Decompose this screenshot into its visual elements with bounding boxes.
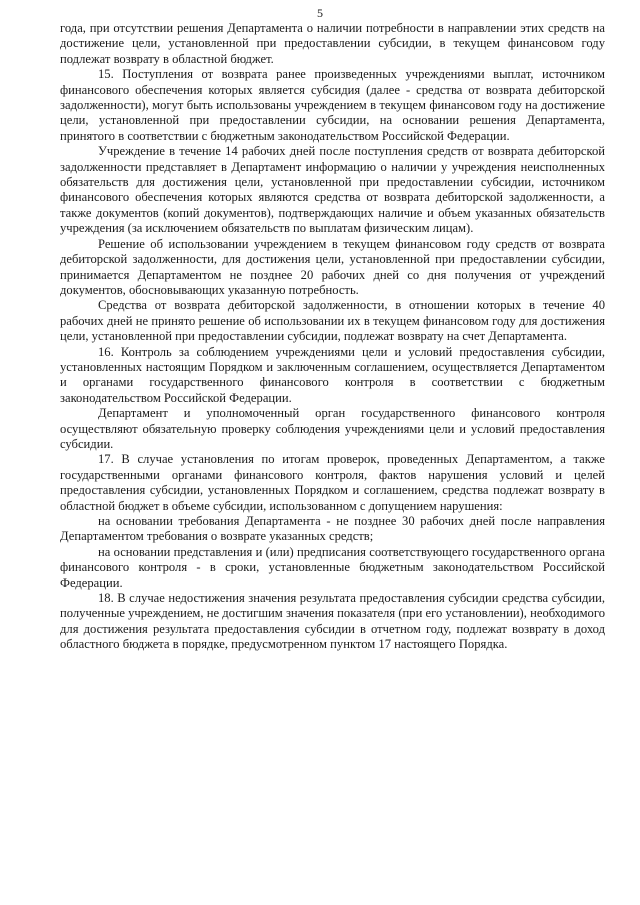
page-number: 5	[317, 6, 323, 20]
paragraph-item-15-refund: Средства от возврата дебиторской задолженности, в отношении которых в течение 40 рабочих дней не принято решение об использовании их в текущем финансовом году для достижения цели, установленной при предоставлении субсидии, подлежат возврату на счет Департамента.	[60, 298, 605, 344]
paragraph-item-18: 18. В случае недостижения значения результата предоставления субсидии средства субсидии, полученные учреждением, не достигшим значения показателя (при его установлении), необходимого для достижения результата предоставления субсидии в отчетном году, подлежат возврату в доход областного бюджета в порядке, предусмотренном пунктом 17 настоящего Порядка.	[60, 591, 605, 652]
paragraph-continuation: года, при отсутствии решения Департамента о наличии потребности в направлении этих средств на достижение цели, установленной при предоставлении субсидии, в текущем финансовом году подлежат возврату в областной бюджет.	[60, 21, 605, 66]
paragraph-item-15: 15. Поступления от возврата ранее произведенных учреждениями выплат, источником финансового обеспечения которых является субсидия (далее - средства от возврата дебиторской задолженности), могут быть использованы учреждением в текущем финансовом году на достижение цели, установленной при предоставлении субсидии, на основании решения Департамента, принятого в соответствии с бюджетным законодательством Российской Федерации.	[60, 67, 605, 143]
paragraph-item-17-control-order: на основании представления и (или) предписания соответствующего государственного органа финансового контроля - в сроки, установленные бюджетным законодательством Российской Федерации.	[60, 544, 605, 590]
paragraph-item-16: 16. Контроль за соблюдением учреждениями цели и условий предоставления субсидии, установленных настоящим Порядком и заключенным соглашением, осуществляется Департаментом и органами государственного финансового контроля в соответствии с бюджетным законодательством Российской Федерации.	[60, 344, 605, 405]
document-body	[60, 21, 605, 653]
paragraph-item-17-department-demand: на основании требования Департамента - не позднее 30 рабочих дней после направления Департаментом требования о возврате указанных средств;	[60, 514, 605, 544]
paragraph-item-15-information: Учреждение в течение 14 рабочих дней после поступления средств от возврата дебиторской задолженности представляет в Департамент информацию о наличии у учреждения неисполненных обязательств для достижения цели, установленной при предоставлении субсидии, источником финансового обеспечения которых являются средства от возврата дебиторской задолженности, а также документов (копий документов), подтверждающих наличие и объем указанных обязательств учреждения (за исключением обязательств по выплатам физическим лицам).	[60, 144, 605, 236]
paragraph-item-15-decision: Решение об использовании учреждением в текущем финансовом году средств от возврата дебиторской задолженности, для достижения цели, установленной при предоставлении субсидии, принимается Департаментом не позднее 20 рабочих дней со дня получения от учреждений документов, обосновывающих указанную потребность.	[60, 236, 605, 297]
paragraph-item-17: 17. В случае установления по итогам проверок, проведенных Департаментом, а также государственными органами финансового контроля, фактов нарушения условий и целей предоставления субсидии, установленных Порядком и соглашением, средства подлежат возврату в областной бюджет в объеме субсидии, использованном с допущением нарушения:	[60, 452, 605, 513]
paragraph-item-16-audit: Департамент и уполномоченный орган государственного финансового контроля осуществляют обязательную проверку соблюдения учреждениями цели и условий предоставления субсидии.	[60, 406, 605, 451]
